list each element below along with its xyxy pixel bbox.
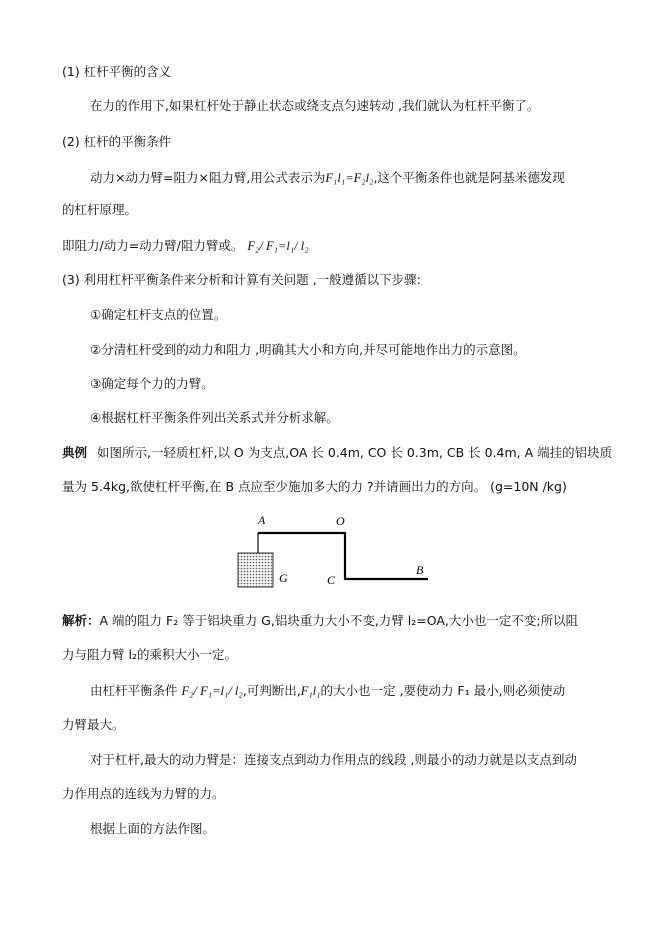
section2-text-cont: 的杠杆原理。 [62,202,138,217]
para2-text-b: ,可判断出, [242,683,301,698]
analysis-label: 解析： [62,613,100,628]
step-2: ②分清杠杆受到的动力和阻力 ,明确其大小和方向,并尽可能地作出力的示意图。 [90,342,526,357]
para2-text-a: 由杠杆平衡条件 [90,683,178,698]
label-a: A [258,513,266,527]
paragraph-2-line-1 [90,683,565,699]
section2-text [90,170,565,186]
section2-text-a: 动力×动力臂=阻力×阻力臂,用公式表示为 [90,170,326,185]
example-label: 典例 [62,445,88,460]
label-g: G [279,571,288,585]
section2-text-b: ,这个平衡条件也就是阿基米德发现 [373,170,565,185]
label-b: B [416,563,424,577]
example-line-1 [62,445,612,461]
section1-heading: (1) 杠杆平衡的含义 [62,64,172,79]
section1-text: 在力的作用下,如果杠杆处于静止状态或绕支点匀速转动 ,我们就认为杠杆平衡了。 [90,98,540,113]
analysis-line-1 [62,613,578,629]
section3-heading: (3) 利用杠杆平衡条件来分析和计算有关问题 ,一般遵循以下步骤: [62,272,421,287]
para2-formula-1: F₂/ F₁=l₁/ l₂ [181,684,243,698]
paragraph-3-line-1: 对于杠杆,最大的动力臂是：连接支点到动力作用点的线段 ,则最小的动力就是以支点到动 [90,752,577,767]
example-line-2: 量为 5.4kg,欲使杠杆平衡,在 B 点应至少施加多大的力 ?并请画出力的方向。 (g=10N /kg) [62,479,567,494]
analysis-line-2: 力与阻力臂 l₂的乘积大小一定。 [62,647,237,662]
paragraph-2-line-2: 力臂最大。 [62,717,125,732]
ratio-text: 即阻力/动力=动力臂/阻力臂或。 [62,238,244,253]
para2-text-c: 的大小也一定 ,要使动力 F₁ 最小,则必须使动 [320,683,566,698]
aluminum-block [238,553,273,587]
step-4: ④根据杠杆平衡条件列出关系式并分析求解。 [90,410,339,425]
step-1: ①确定杠杆支点的位置。 [90,307,227,322]
step-3: ③确定每个力的力臂。 [90,376,214,391]
analysis-text-1: A 端的阻力 F₂ 等于铝块重力 G,铝块重力大小不变,力臂 l₂=OA,大小也一定不变;所以阻 [99,613,579,628]
paragraph-4: 根据上面的方法作图。 [90,821,216,836]
para2-formula-2: F₁l₁ [300,684,321,698]
lever-diagram [228,510,438,592]
paragraph-3-line-2: 力作用点的连线为力臂的力。 [62,786,225,801]
ratio-formula: F₂/ F₁=l₁/ l₂ [247,239,309,253]
ratio-line [62,238,309,254]
example-text-1: 如图所示,一轻质杠杆,以 O 为支点,OA 长 0.4m, CO 长 0.3m, CB 长 0.4m, A 端挂的铝块质 [97,445,613,460]
balance-formula: F₁l₁=F₂l₂ [325,171,374,185]
section2-heading: (2) 杠杆的平衡条件 [62,134,172,149]
label-c: C [327,573,336,587]
label-o: O [336,514,345,528]
